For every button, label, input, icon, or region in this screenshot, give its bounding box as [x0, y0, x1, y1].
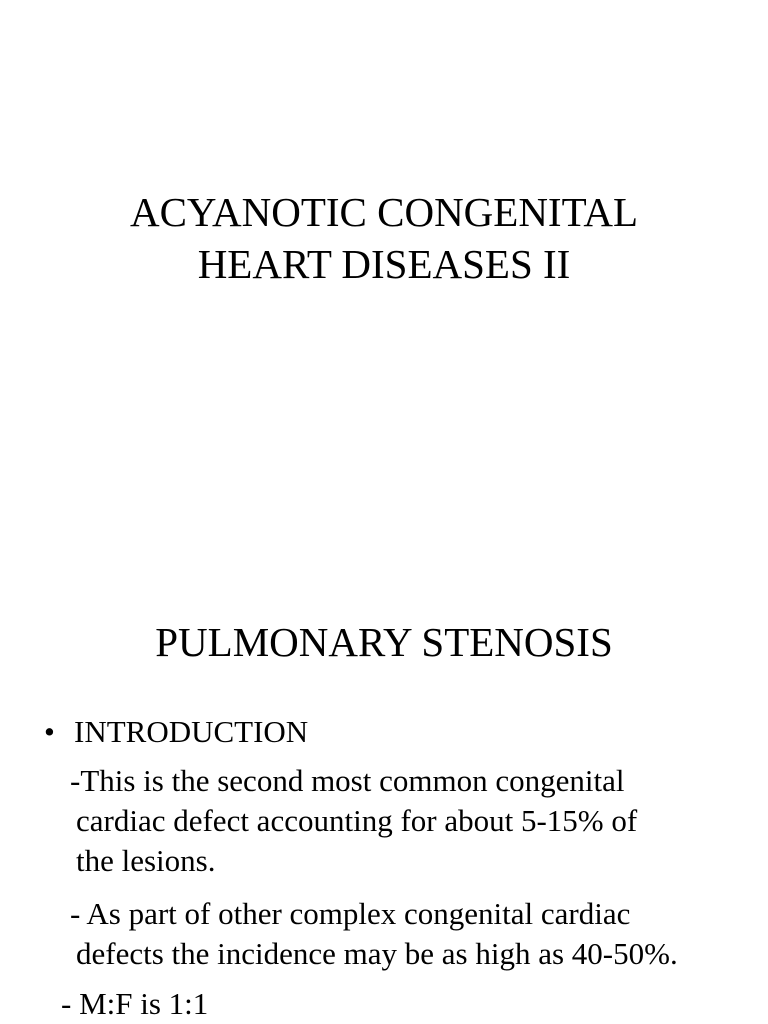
paragraph-prevalence	[70, 761, 637, 881]
paragraph-line: cardiac defect accounting for about 5-15% of	[76, 803, 638, 838]
title-line-1: ACYANOTIC CONGENITAL	[129, 189, 639, 235]
paragraph-line: - M:F is 1:1	[61, 986, 209, 1021]
slide-pulmonary-stenosis	[0, 560, 768, 1024]
bullet-marker: •	[44, 714, 55, 749]
paragraph-line: defects the incidence may be as high as 40-50%.	[76, 936, 678, 971]
section-heading: PULMONARY STENOSIS	[155, 619, 613, 665]
paragraph-line: - As part of other complex congenital cardiac	[70, 896, 631, 931]
bullet-item	[44, 712, 308, 752]
slide-title-heading	[0, 186, 768, 290]
title-line-2: HEART DISEASES II	[197, 241, 571, 287]
paragraph-complex-defects	[70, 894, 678, 974]
paragraph-line: -This is the second most common congenital	[70, 763, 625, 798]
paragraph-sex-ratio	[61, 984, 208, 1024]
bullet-label: INTRODUCTION	[74, 714, 309, 749]
paragraph-line: the lesions.	[76, 843, 216, 878]
